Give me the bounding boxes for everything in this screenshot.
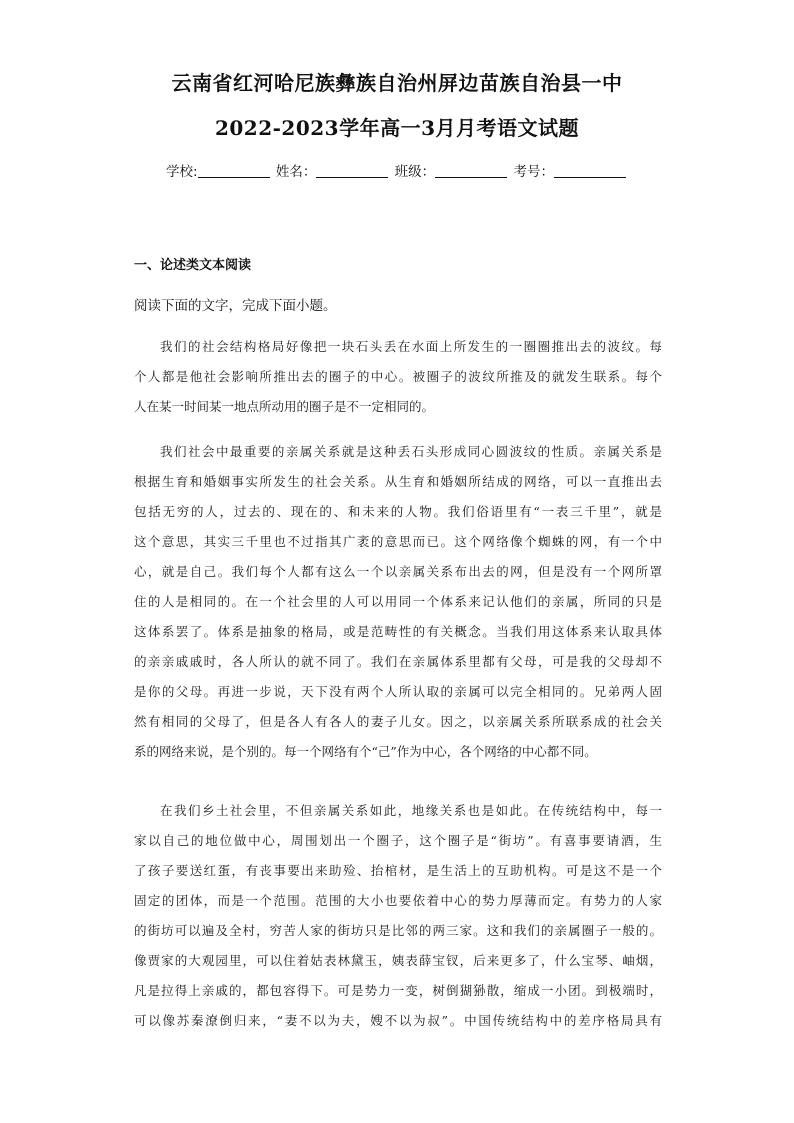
paragraph-line: 系的网络来说，是个别的。每一个网络有个“己”作为中心，各个网络的中心都不同。 xyxy=(134,744,597,759)
reading-instruction: 阅读下面的文字，完成下面小题。 xyxy=(134,298,337,314)
paragraph-line: 我们的社会结构格局好像把一块石头丢在水面上所发生的一圈圈推出去的波纹。每 xyxy=(160,339,662,354)
paragraph-line: 凡是拉得上亲戚的，都包容得下。可是势力一变，树倒猢狲散，缩成一小团。到极端时， xyxy=(134,983,662,998)
paragraph-line: 可以像苏秦潦倒归来，“妻不以为夫，嫂不以为叔”。中国传统结构中的差序格局具有 xyxy=(134,1013,662,1028)
exam-number-blank[interactable] xyxy=(554,163,626,178)
paragraph-line: 心，就是自己。我们每个人都有这么一个以亲属关系布出去的网，但是没有一个网所罩 xyxy=(134,564,662,579)
passage-paragraph-1 xyxy=(134,332,662,422)
class-label: 班级： xyxy=(394,164,436,180)
paragraph-line: 住的人是相同的。在一个社会里的人可以用同一个体系来记认他们的亲属，所同的只是 xyxy=(134,594,662,609)
paragraph-line: 在我们乡土社会里，不但亲属关系如此，地缘关系也是如此。在传统结构中，每一 xyxy=(160,803,662,818)
paragraph-line: 根据生育和婚姻事实所发生的社会关系。从生育和婚姻所结成的网络，可以一直推出去 xyxy=(134,474,662,489)
paragraph-line: 的亲亲戚戚时，各人所认的就不同了。我们在亲属体系里都有父母，可是我的父母却不 xyxy=(134,654,662,669)
passage-paragraph-3 xyxy=(134,796,662,1036)
paragraph-line: 包括无穷的人，过去的、现在的、和未来的人物。我们俗语里有“一表三千里”，就是 xyxy=(134,504,662,519)
exam-number-label: 考号： xyxy=(513,164,554,180)
school-blank[interactable] xyxy=(198,163,270,178)
paragraph-line: 人在某一时间某一地点所动用的圈子是不一定相同的。 xyxy=(134,399,435,414)
paragraph-line: 我们社会中最重要的亲属关系就是这种丢石头形成同心圆波纹的性质。亲属关系是 xyxy=(160,444,662,459)
student-info-row xyxy=(0,160,794,180)
page-subtitle: 2022-2023学年高一3月月考语文试题 xyxy=(214,116,580,140)
passage-paragraph-2 xyxy=(134,437,662,767)
class-blank[interactable] xyxy=(435,163,507,178)
paragraph-line: 个人都是他社会影响所推出去的圈子的中心。被圈子的波纹所推及的就发生联系。每个 xyxy=(134,369,662,384)
paragraph-line: 的街坊可以遍及全村，穷苦人家的街坊只是比邻的两三家。这和我们的亲属圈子一般的。 xyxy=(134,923,662,938)
page-title: 云南省红河哈尼族彝族自治州屏边苗族自治县一中 xyxy=(171,71,623,95)
paragraph-line: 像贾家的大观园里，可以住着姑表林黛玉，姨表薛宝钗，后来更多了，什么宝琴、岫烟， xyxy=(134,953,662,968)
section-heading: 一、论述类文本阅读 xyxy=(134,258,252,273)
name-blank[interactable] xyxy=(316,163,388,178)
paragraph-line: 是你的父母。再进一步说，天下没有两个人所认取的亲属可以完全相同的。兄弟两人固 xyxy=(134,684,662,699)
paragraph-line: 这体系罢了。体系是抽象的格局，或是范畴性的有关概念。当我们用这体系来认取具体 xyxy=(134,624,662,639)
paragraph-line: 家以自己的地位做中心，周围划出一个圈子，这个圈子是“街坊”。有喜事要请酒，生 xyxy=(134,833,662,848)
paragraph-line: 了孩子要送红蛋，有丧事要出来助殓、抬棺材，是生活上的互助机构。可是这不是一个 xyxy=(134,863,662,878)
paragraph-line: 固定的团体，而是一个范围。范围的大小也要依着中心的势力厚薄而定。有势力的人家 xyxy=(134,893,662,908)
paragraph-line: 这个意思，其实三千里也不过指其广袤的意思而已。这个网络像个蜘蛛的网，有一个中 xyxy=(134,534,662,549)
paragraph-line: 然有相同的父母了，但是各人有各人的妻子儿女。因之，以亲属关系所联系成的社会关 xyxy=(134,714,662,729)
name-label: 姓名： xyxy=(275,164,317,180)
school-label: 学校: xyxy=(166,164,198,180)
